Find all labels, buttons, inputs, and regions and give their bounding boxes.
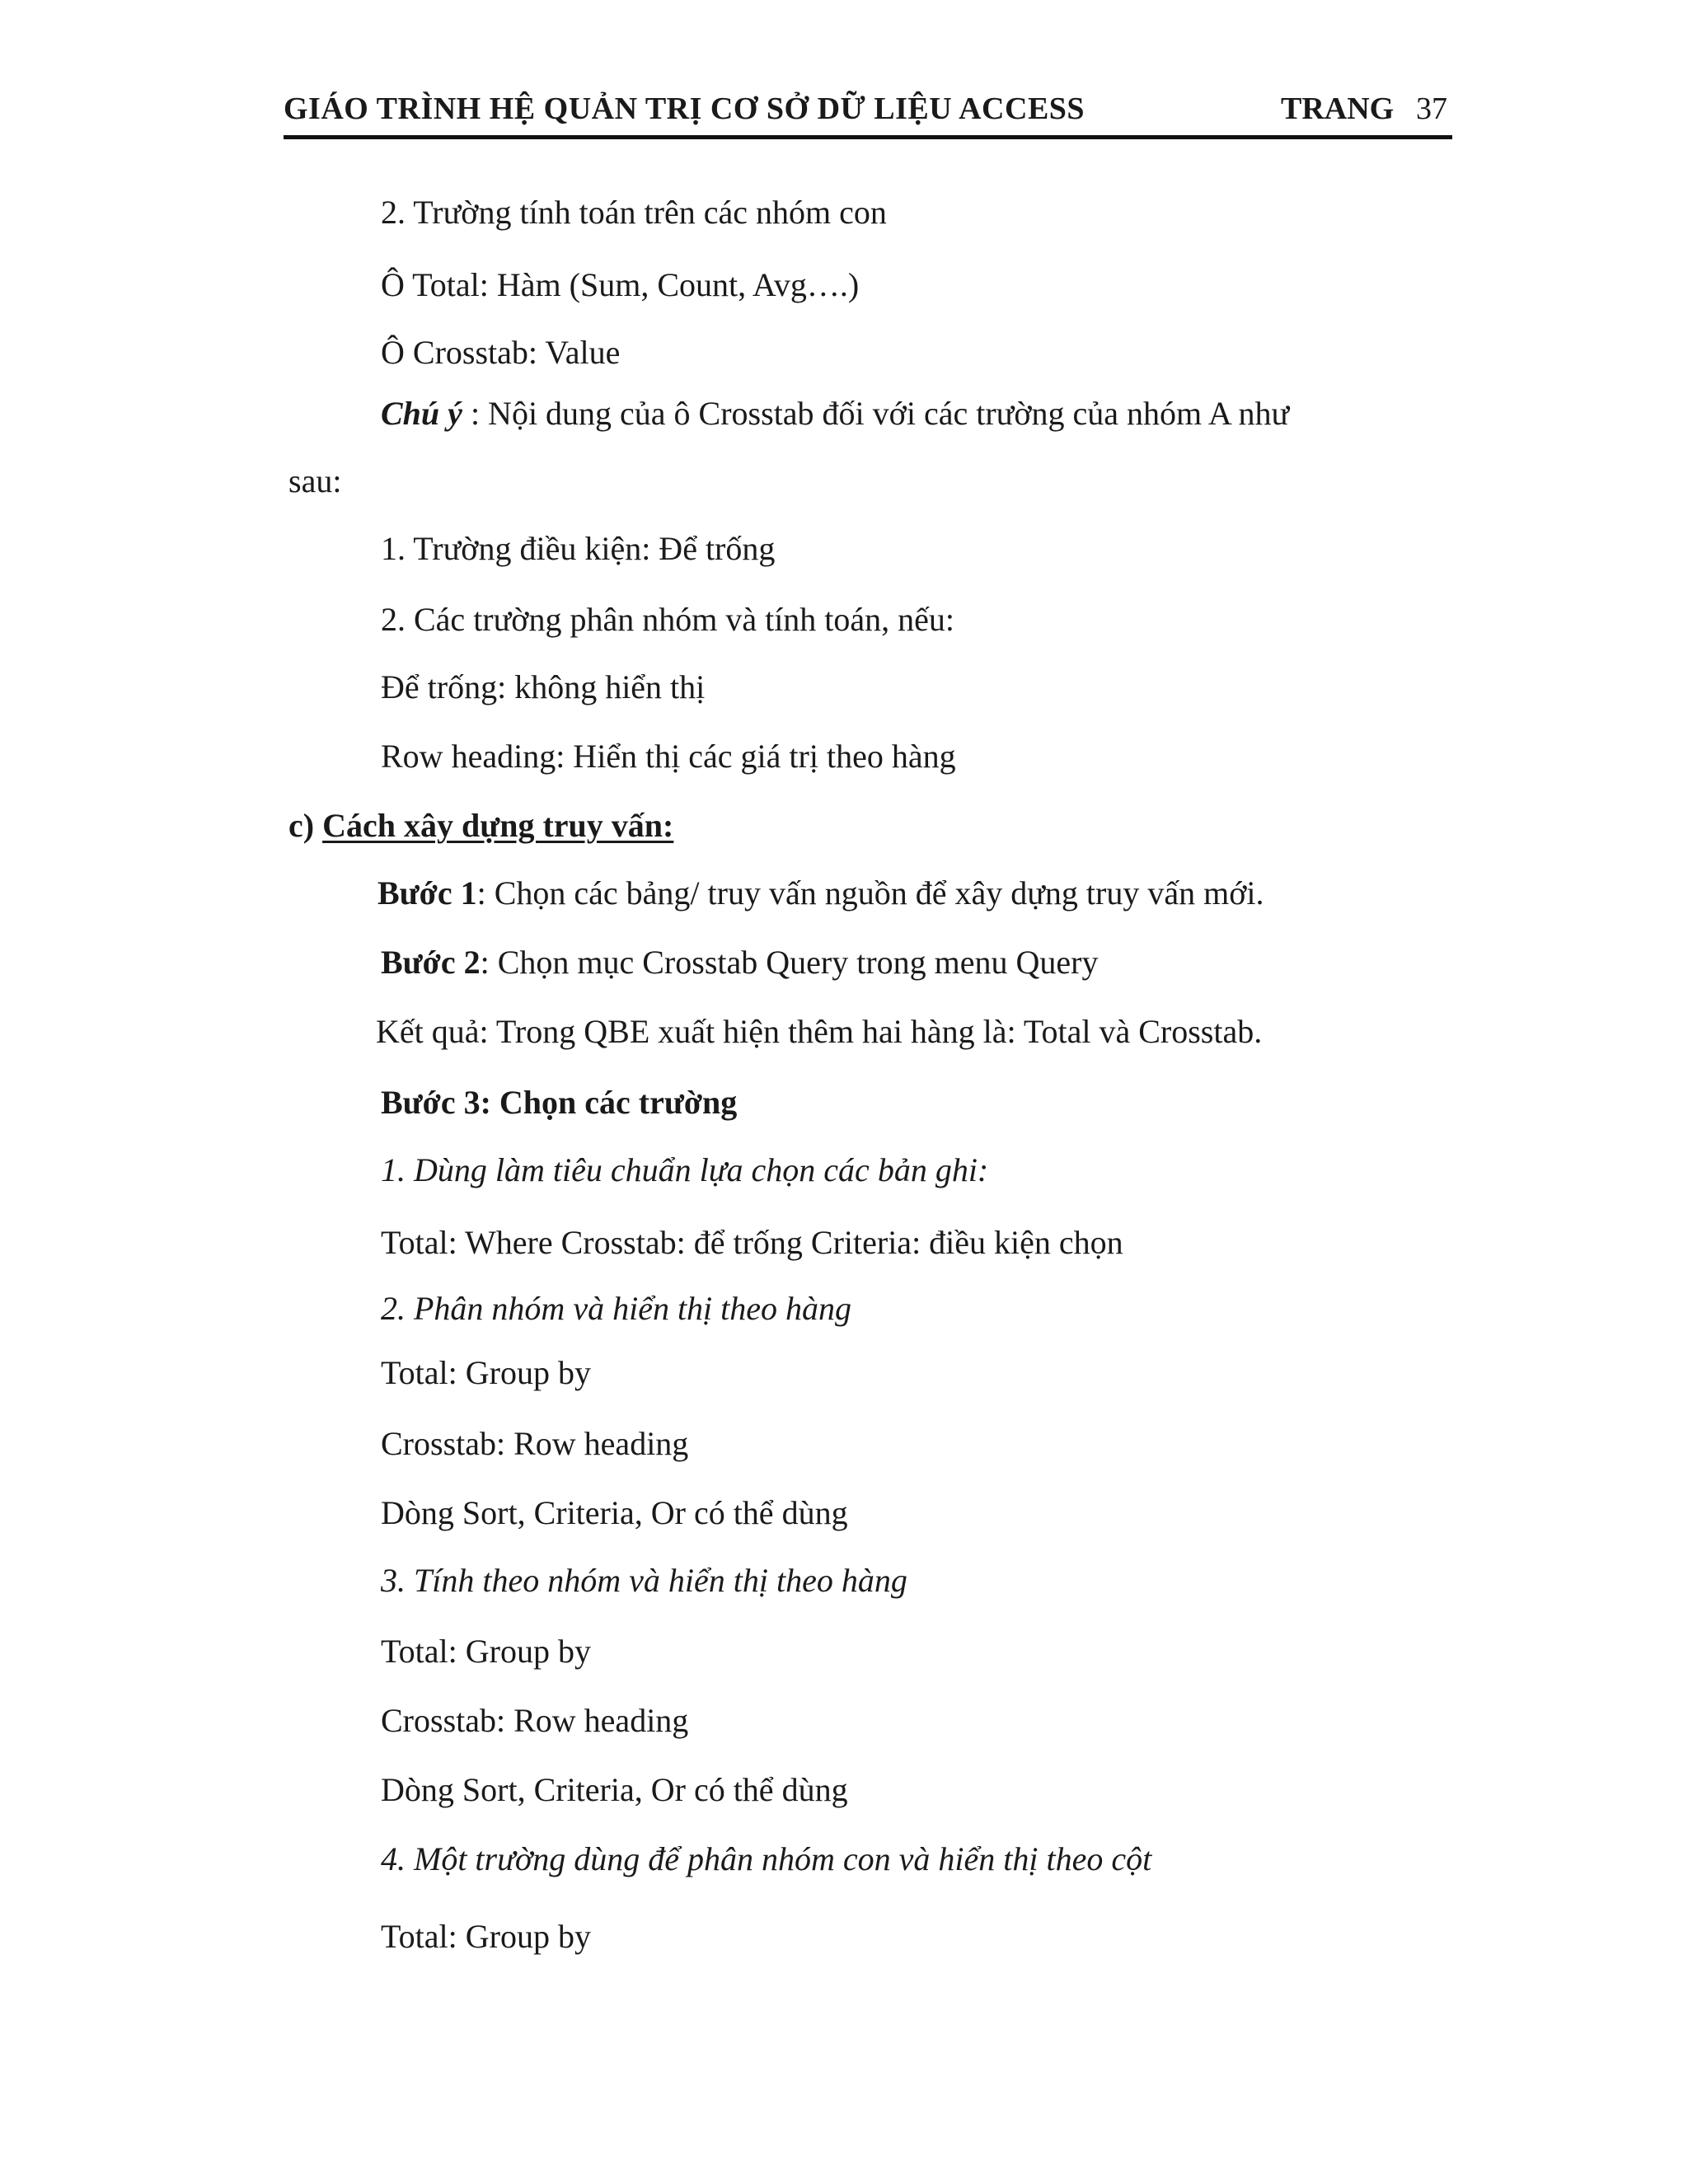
text-line: 2. Trường tính toán trên các nhóm con <box>381 194 887 231</box>
step-line <box>381 941 1098 984</box>
subheading: 3. Tính theo nhóm và hiển thị theo hàng <box>381 1562 907 1599</box>
document-title: GIÁO TRÌNH HỆ QUẢN TRỊ CƠ SỞ DỮ LIỆU ACCESS <box>284 91 1085 126</box>
text-line: 1. Trường điều kiện: Để trống <box>381 530 776 567</box>
text-line: Total: Group by <box>381 1918 591 1955</box>
section-prefix: c) <box>288 807 323 844</box>
section-heading <box>288 804 673 847</box>
subheading: 1. Dùng làm tiêu chuẩn lựa chọn các bản ghi: <box>381 1151 989 1188</box>
note-line <box>381 392 1289 435</box>
text-line: Dòng Sort, Criteria, Or có thể dùng <box>381 1494 848 1531</box>
text-line: Crosstab: Row heading <box>381 1702 689 1739</box>
page-header <box>284 89 1452 139</box>
text-line: Dòng Sort, Criteria, Or có thể dùng <box>381 1771 848 1808</box>
step-text: : Chọn các bảng/ truy vấn nguồn để xây dựng truy vấn mới. <box>476 874 1264 912</box>
page-number: 37 <box>1416 91 1447 126</box>
text-line: Total: Group by <box>381 1633 591 1670</box>
text-line: sau: <box>288 462 342 499</box>
text-line: 2. Các trường phân nhóm và tính toán, nếu: <box>381 601 955 638</box>
text-line: Ô Total: Hàm (Sum, Count, Avg….) <box>381 266 860 303</box>
note-label: Chú ý <box>381 395 462 432</box>
section-heading-text: Cách xây dựng truy vấn: <box>322 807 674 844</box>
text-line: Total: Group by <box>381 1354 591 1391</box>
text-line: Ô Crosstab: Value <box>381 334 621 371</box>
text-line: Crosstab: Row heading <box>381 1425 689 1462</box>
subheading: 2. Phân nhóm và hiển thị theo hàng <box>381 1290 852 1327</box>
subheading: 4. Một trường dùng để phân nhóm con và hiển thị theo cột <box>381 1840 1152 1877</box>
text-line: Row heading: Hiển thị các giá trị theo hàng <box>381 738 956 775</box>
text-line: Để trống: không hiển thị <box>381 668 706 705</box>
step-line <box>377 872 1264 915</box>
step-heading: Bước 3: Chọn các trường <box>381 1084 738 1121</box>
step-label: Bước 1 <box>377 874 477 912</box>
note-text: : Nội dung của ô Crosstab đối với các trường của nhóm A như <box>462 395 1290 432</box>
step-label: Bước 2 <box>381 944 481 981</box>
step-text: : Chọn mục Crosstab Query trong menu Query <box>480 944 1099 981</box>
text-line: Kết quả: Trong QBE xuất hiện thêm hai hàng là: Total và Crosstab. <box>376 1013 1263 1050</box>
text-line: Total: Where Crosstab: để trống Criteria: điều kiện chọn <box>381 1224 1123 1261</box>
page-label: TRANG <box>1281 91 1395 126</box>
